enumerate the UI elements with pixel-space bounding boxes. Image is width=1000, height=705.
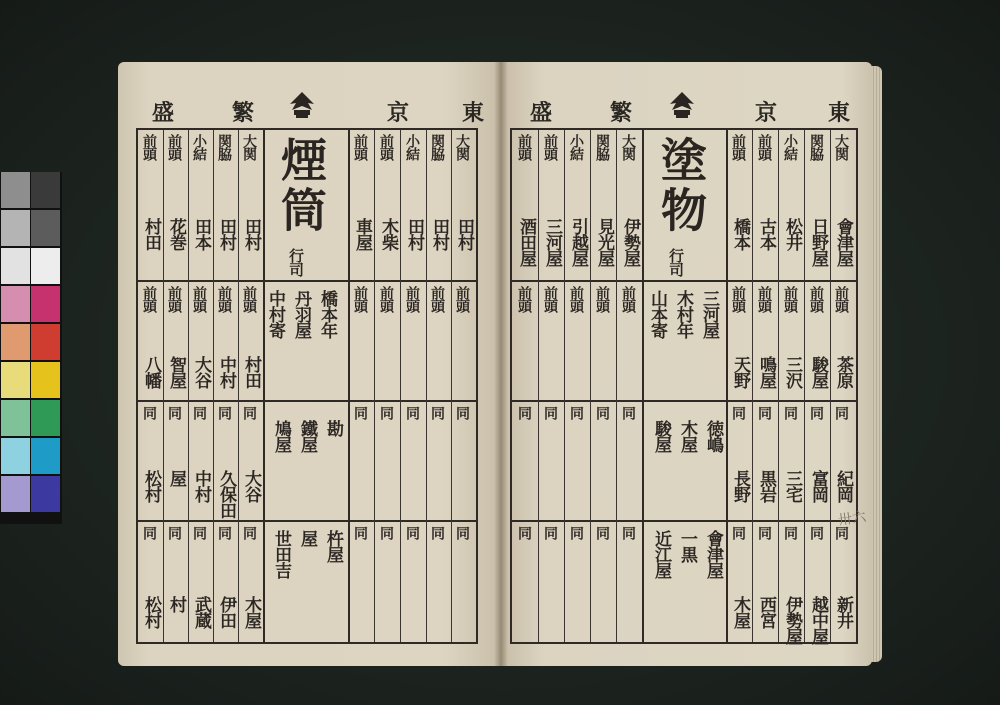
entry-name: 智屋 — [166, 356, 186, 388]
center-name: 鳩屋 — [271, 420, 291, 452]
center-name: 木屋 — [677, 420, 697, 452]
rank-label: 前頭 — [141, 134, 157, 160]
gyoji-label: 行司 — [287, 248, 305, 276]
entry-name: 新井 — [833, 596, 853, 628]
rank-label: 小結 — [191, 134, 207, 160]
rank-label: 大関 — [241, 134, 257, 160]
center-name: 山本寄 — [647, 290, 667, 338]
rank-label: 同 — [730, 406, 746, 419]
rank-label: 同 — [404, 406, 420, 419]
header-char: 繁 — [232, 100, 255, 126]
rank-label: 同 — [594, 526, 610, 539]
rank-label: 前頭 — [241, 286, 257, 312]
rank-label: 前頭 — [166, 134, 182, 160]
rank-label: 大関 — [620, 134, 636, 160]
header-char: 京 — [755, 100, 778, 126]
rank-label: 前頭 — [352, 134, 368, 160]
entry-name: 天野 — [730, 356, 750, 388]
rank-label: 大関 — [833, 134, 849, 160]
rank-label: 前頭 — [191, 286, 207, 312]
entry-name: 酒田屋 — [516, 218, 536, 266]
marginal-note: 卅六 — [837, 509, 868, 529]
rank-label: 前頭 — [352, 286, 368, 312]
rank-label: 関脇 — [594, 134, 610, 160]
rank-label: 前頭 — [429, 286, 445, 312]
entry-name: 見光屋 — [594, 218, 614, 266]
entry-name: 橋本 — [730, 218, 750, 250]
entry-name: 田村 — [241, 218, 261, 250]
rank-label: 同 — [620, 526, 636, 539]
rank-label: 同 — [542, 526, 558, 539]
rank-label: 大関 — [454, 134, 470, 160]
center-name: 一黒 — [677, 530, 697, 562]
entry-name: 古本 — [756, 218, 776, 250]
rank-label: 前頭 — [594, 286, 610, 312]
entry-name: 村 — [166, 596, 186, 612]
right-ranking-table — [510, 128, 858, 644]
entry-name: 田村 — [454, 218, 474, 250]
entry-name: 松井 — [782, 218, 802, 250]
entry-name: 伊勢屋 — [782, 596, 802, 644]
rank-label: 関脇 — [808, 134, 824, 160]
center-name: 屋 — [297, 530, 317, 546]
entry-name: 西宮 — [756, 596, 776, 628]
gyoji-label: 行司 — [667, 248, 685, 276]
rank-label: 前頭 — [516, 134, 532, 160]
rank-label: 同 — [352, 526, 368, 539]
rank-label: 同 — [516, 526, 532, 539]
rank-label: 同 — [756, 526, 772, 539]
entry-name: 三河屋 — [542, 218, 562, 266]
entry-name: 中村 — [216, 356, 236, 388]
rank-label: 同 — [782, 406, 798, 419]
center-name: 杵屋 — [323, 530, 343, 562]
entry-name: 伊田 — [216, 596, 236, 628]
rank-label: 同 — [191, 406, 207, 419]
entry-name: 村田 — [241, 356, 261, 388]
rank-label: 前頭 — [730, 134, 746, 160]
rank-label: 前頭 — [516, 286, 532, 312]
header-char: 盛 — [530, 100, 553, 126]
center-name: 近江屋 — [651, 530, 671, 578]
left-ranking-table — [136, 128, 478, 644]
center-name: 三河屋 — [699, 290, 719, 338]
entry-name: 長野 — [730, 470, 750, 502]
rank-label: 前頭 — [620, 286, 636, 312]
rank-label: 同 — [241, 526, 257, 539]
rank-label: 前頭 — [568, 286, 584, 312]
rank-label: 小結 — [404, 134, 420, 160]
entry-name: 中村 — [191, 470, 211, 502]
entry-name: 黒岩 — [756, 470, 776, 502]
rank-label: 同 — [730, 526, 746, 539]
rank-label: 同 — [454, 406, 470, 419]
rank-label: 前頭 — [542, 286, 558, 312]
rank-label: 前頭 — [808, 286, 824, 312]
rank-label: 前頭 — [756, 286, 772, 312]
crest-icon — [662, 90, 702, 120]
rank-label: 関脇 — [429, 134, 445, 160]
header-char: 東 — [828, 100, 851, 126]
rank-label: 同 — [141, 526, 157, 539]
entry-name: 富岡 — [808, 470, 828, 502]
rank-label: 同 — [808, 526, 824, 539]
rank-label: 前頭 — [833, 286, 849, 312]
entry-name: 田本 — [191, 218, 211, 250]
rank-label: 同 — [454, 526, 470, 539]
entry-name: 久保田 — [216, 470, 236, 518]
rank-label: 関脇 — [216, 134, 232, 160]
rank-label: 同 — [542, 406, 558, 419]
rank-label: 前頭 — [756, 134, 772, 160]
rank-label: 前頭 — [141, 286, 157, 312]
rank-label: 前頭 — [542, 134, 558, 160]
rank-label: 同 — [782, 526, 798, 539]
rank-label: 前頭 — [782, 286, 798, 312]
rank-label: 前頭 — [216, 286, 232, 312]
entry-name: 茶原 — [833, 356, 853, 388]
rank-label: 同 — [216, 406, 232, 419]
rank-label: 同 — [568, 406, 584, 419]
entry-name: 花巻 — [166, 218, 186, 250]
entry-name: 松村 — [141, 596, 161, 628]
rank-label: 同 — [429, 526, 445, 539]
center-name: 世田吉 — [271, 530, 291, 578]
entry-name: 車屋 — [352, 218, 372, 250]
rank-label: 同 — [568, 526, 584, 539]
color-calibration-chart — [0, 172, 62, 524]
entry-name: 三宅 — [782, 470, 802, 502]
header-char: 京 — [387, 100, 410, 126]
center-name: 中村寄 — [265, 290, 285, 338]
center-name: 徳嶋 — [703, 420, 723, 452]
category-title: 煙筒 — [274, 136, 328, 236]
entry-name: 田村 — [216, 218, 236, 250]
entry-name: 伊勢屋 — [620, 218, 640, 266]
entry-name: 大谷 — [191, 356, 211, 388]
rank-label: 同 — [241, 406, 257, 419]
rank-label: 前頭 — [730, 286, 746, 312]
rank-label: 同 — [352, 406, 368, 419]
entry-name: 引越屋 — [568, 218, 588, 266]
rank-label: 前頭 — [378, 134, 394, 160]
rank-label: 小結 — [782, 134, 798, 160]
rank-label: 同 — [191, 526, 207, 539]
entry-name: 三沢 — [782, 356, 802, 388]
rank-label: 同 — [620, 406, 636, 419]
center-name: 橋本年 — [317, 290, 337, 338]
book-gutter — [494, 62, 508, 666]
entry-name: 松村 — [141, 470, 161, 502]
rank-label: 同 — [808, 406, 824, 419]
rank-label: 小結 — [568, 134, 584, 160]
rank-label: 同 — [166, 406, 182, 419]
center-name: 駿屋 — [651, 420, 671, 452]
rank-label: 同 — [166, 526, 182, 539]
open-book — [112, 56, 880, 668]
rank-label: 同 — [378, 406, 394, 419]
rank-label: 前頭 — [378, 286, 394, 312]
entry-name: 會津屋 — [833, 218, 853, 266]
center-name: 丹羽屋 — [291, 290, 311, 338]
rank-label: 同 — [516, 406, 532, 419]
entry-name: 木屋 — [730, 596, 750, 628]
center-name: 鐵屋 — [297, 420, 317, 452]
rank-label: 同 — [429, 406, 445, 419]
entry-name: 武蔵 — [191, 596, 211, 628]
rank-label: 前頭 — [404, 286, 420, 312]
entry-name: 駿屋 — [808, 356, 828, 388]
entry-name: 木柴 — [378, 218, 398, 250]
entry-name: 村田 — [141, 218, 161, 250]
rank-label: 前頭 — [454, 286, 470, 312]
entry-name: 紀岡 — [833, 470, 853, 502]
entry-name: 大谷 — [241, 470, 261, 502]
header-char: 盛 — [152, 100, 175, 126]
rank-label: 同 — [404, 526, 420, 539]
rank-label: 同 — [141, 406, 157, 419]
rank-label: 同 — [833, 526, 849, 539]
rank-label: 同 — [594, 406, 610, 419]
rank-label: 前頭 — [166, 286, 182, 312]
rank-label: 同 — [833, 406, 849, 419]
center-name: 勘 — [323, 420, 343, 436]
entry-name: 屋 — [166, 470, 186, 486]
entry-name: 田村 — [429, 218, 449, 250]
entry-name: 木屋 — [241, 596, 261, 628]
header-char: 繁 — [610, 100, 633, 126]
entry-name: 八幡 — [141, 356, 161, 388]
center-name: 會津屋 — [703, 530, 723, 578]
entry-name: 鳴屋 — [756, 356, 776, 388]
crest-icon — [282, 90, 322, 120]
rank-label: 同 — [216, 526, 232, 539]
entry-name: 田村 — [404, 218, 424, 250]
rank-label: 同 — [756, 406, 772, 419]
entry-name: 越中屋 — [808, 596, 828, 644]
center-name: 木村年 — [673, 290, 693, 338]
category-title: 塗物 — [654, 136, 708, 236]
entry-name: 日野屋 — [808, 218, 828, 266]
rank-label: 同 — [378, 526, 394, 539]
header-char: 東 — [462, 100, 485, 126]
